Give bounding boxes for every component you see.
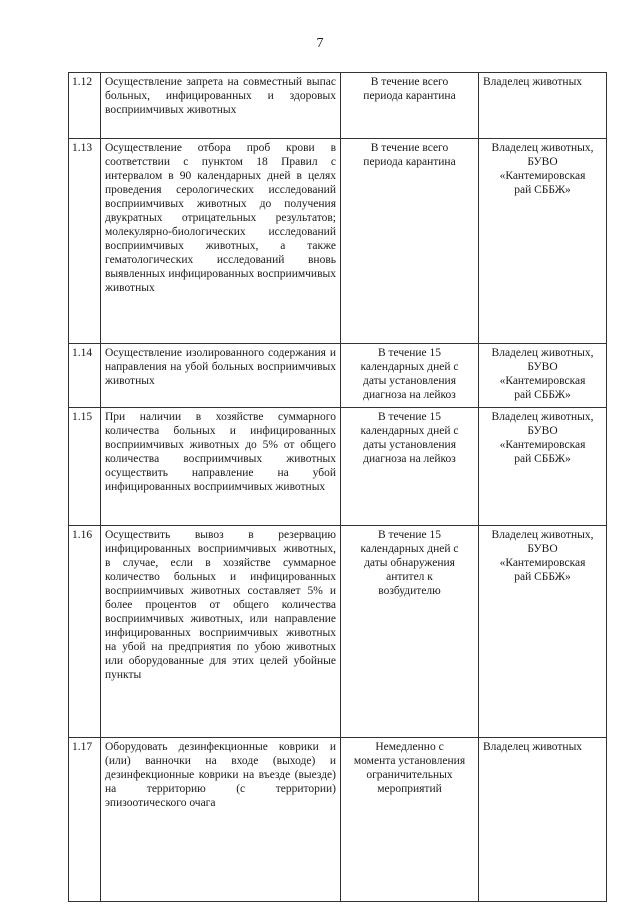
deadline-line: В течение всего <box>370 142 449 154</box>
deadline-cell <box>341 73 479 139</box>
responsible-line: рай СББЖ» <box>514 389 571 401</box>
table-row <box>69 526 607 738</box>
responsible-line: Владелец животных <box>483 76 583 88</box>
deadline-line: периода карантина <box>363 90 456 102</box>
row-number: 1.14 <box>69 344 101 408</box>
table-row <box>69 139 607 344</box>
deadline-cell <box>341 139 479 344</box>
deadline-line: возбудителю <box>378 585 441 597</box>
measure-text: При наличии в хозяйстве суммарного количества больных и инфицированных восприимчивых животных до 5% от общего количества восприимчивых животных осуществить направление на убой инфицированных восприимчивых животных <box>101 408 341 526</box>
deadline-line: календарных дней с <box>360 361 459 373</box>
deadline-line: Немедленно с <box>375 741 444 753</box>
measure-text: Осуществить вывоз в резервацию инфицированных восприимчивых животных, в случае, если в хозяйстве суммарное количество больных и инфицированных восприимчивых животных составляет 5% и более процентов от общего количества восприимчивых животных, или направление инфицированных восприимчивых животных на убой на предприятия по убою животных или оборудованные для этих целей убойные пункты <box>101 526 341 738</box>
responsible-line: «Кантемировская <box>499 375 586 387</box>
deadline-cell <box>341 526 479 738</box>
deadline-line: В течение 15 <box>377 411 442 423</box>
deadline-cell <box>341 344 479 408</box>
deadline-line: В течение 15 <box>377 529 442 541</box>
responsible-cell <box>479 738 607 902</box>
table-row <box>69 73 607 139</box>
responsible-cell <box>479 139 607 344</box>
responsible-line: рай СББЖ» <box>514 453 571 465</box>
deadline-line: диагноза на лейкоз <box>363 453 456 465</box>
measure-text: Осуществление запрета на совместный выпас больных, инфицированных и здоровых восприимчивых животных <box>101 73 341 139</box>
deadline-line: периода карантина <box>363 156 456 168</box>
responsible-line: Владелец животных <box>483 741 583 753</box>
responsible-line: БУВО <box>527 425 558 437</box>
measure-text: Осуществление отбора проб крови в соответствии с пунктом 18 Правил с интервалом в 90 календарных дней в целях проведения серологических исследований восприимчивых животных до получения двукратных отрицательных результатов; молекулярно-биологических исследований восприимчивых животных, а также гематологических исследований вновь выявленных инфицированных восприимчивых животных <box>101 139 341 344</box>
row-number: 1.16 <box>69 526 101 738</box>
measures-table <box>68 72 607 902</box>
deadline-line: В течение всего <box>370 76 449 88</box>
page-number: 7 <box>316 36 324 51</box>
responsible-line: Владелец животных, <box>491 529 594 541</box>
responsible-line: БУВО <box>527 156 558 168</box>
responsible-line: «Кантемировская <box>499 439 586 451</box>
deadline-line: календарных дней с <box>360 425 459 437</box>
responsible-line: «Кантемировская <box>499 557 586 569</box>
responsible-line: БУВО <box>527 543 558 555</box>
deadline-line: мероприятий <box>377 783 442 795</box>
responsible-line: рай СББЖ» <box>514 571 571 583</box>
responsible-line: рай СББЖ» <box>514 184 571 196</box>
responsible-cell <box>479 526 607 738</box>
deadline-line: антител к <box>386 571 433 583</box>
deadline-line: даты обнаружения <box>364 557 455 569</box>
deadline-line: момента установления <box>353 755 466 767</box>
responsible-line: БУВО <box>527 361 558 373</box>
table-row <box>69 408 607 526</box>
responsible-line: Владелец животных, <box>491 411 594 423</box>
row-number: 1.13 <box>69 139 101 344</box>
deadline-line: календарных дней с <box>360 543 459 555</box>
responsible-line: Владелец животных, <box>491 142 594 154</box>
deadline-line: В течение 15 <box>377 347 442 359</box>
row-number: 1.12 <box>69 73 101 139</box>
responsible-line: Владелец животных, <box>491 347 594 359</box>
deadline-line: даты установления <box>362 375 457 387</box>
responsible-line: «Кантемировская <box>499 170 586 182</box>
row-number: 1.17 <box>69 738 101 902</box>
measure-text: Осуществление изолированного содержания и направления на убой больных восприимчивых животных <box>101 344 341 408</box>
deadline-line: диагноза на лейкоз <box>363 389 456 401</box>
measure-text: Оборудовать дезинфекционные коврики и (или) ванночки на входе (выходе) и дезинфекционные коврики на въезде (выезде) на территорию (с территории) эпизоотического очага <box>101 738 341 902</box>
deadline-cell <box>341 738 479 902</box>
responsible-cell <box>479 73 607 139</box>
responsible-cell <box>479 408 607 526</box>
table-row <box>69 738 607 902</box>
responsible-cell <box>479 344 607 408</box>
deadline-line: ограничительных <box>366 769 453 781</box>
row-number: 1.15 <box>69 408 101 526</box>
deadline-line: даты установления <box>362 439 457 451</box>
deadline-cell <box>341 408 479 526</box>
table-row <box>69 344 607 408</box>
